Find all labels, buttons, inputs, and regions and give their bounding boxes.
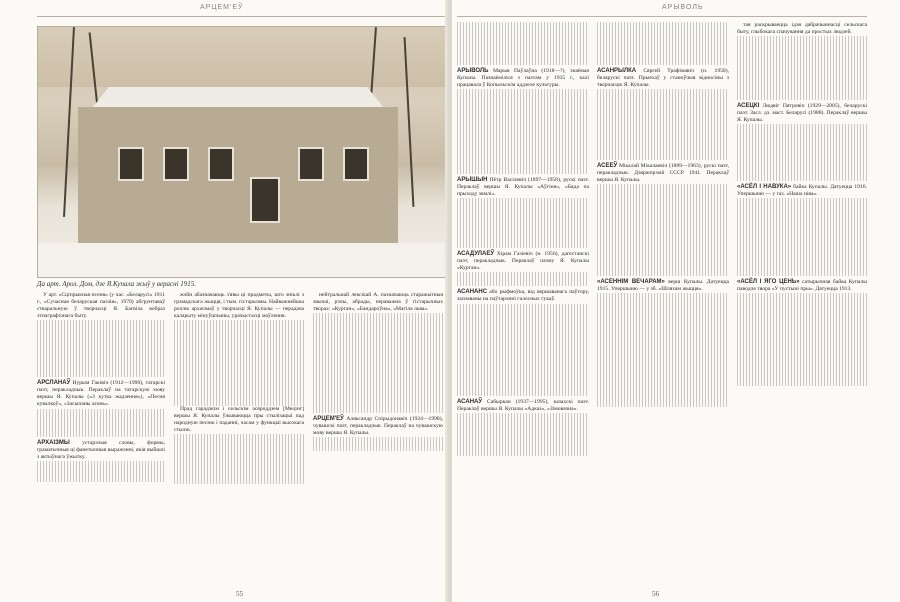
text-line — [457, 339, 589, 346]
headword: АРЫШЫН — [457, 176, 488, 183]
text-line — [737, 93, 867, 100]
text-line — [737, 50, 867, 57]
text-line — [457, 304, 589, 311]
house — [78, 107, 398, 257]
text-line — [597, 386, 729, 393]
headword: «АСЁЛ І ЯГО ЦЕНЬ» — [737, 279, 800, 286]
headword: АСАДУЛАЕЎ — [457, 250, 495, 257]
text-line — [313, 370, 443, 377]
text-line — [737, 124, 867, 131]
text-line — [37, 416, 165, 423]
text-line — [597, 315, 729, 322]
text-line — [597, 227, 729, 234]
text-column-2 — [597, 22, 729, 586]
entry — [457, 251, 589, 272]
text-line — [457, 205, 589, 212]
window — [163, 147, 189, 181]
text-line — [313, 384, 443, 391]
paragraph: Прад гарадзкім і сельскім асяроддзем [Мецінг] вершы Я. Купалы ўжываюцца пры стылізацыі пад народную песню і паданні, часам у функцыі высокага стылю. — [174, 405, 304, 433]
text-line — [174, 469, 304, 476]
text-line — [737, 220, 867, 227]
entry — [457, 399, 589, 413]
text-line — [457, 227, 589, 234]
text-line — [174, 398, 304, 405]
running-head-right: АРЫВОЛЬ — [662, 4, 704, 11]
text-line — [313, 437, 443, 444]
entry-text: Сяргей Трафімавіч (н. 1958), беларускі паэт. Прыехаў у станоўчыя відносіны з творчасцю Я. Купалы. — [597, 67, 729, 88]
text-line — [37, 356, 165, 363]
text-line — [597, 357, 729, 364]
text-line — [457, 29, 589, 36]
text-line — [457, 318, 589, 325]
text-line — [597, 262, 729, 269]
text-line — [737, 198, 867, 205]
text-line — [37, 327, 165, 334]
text-line — [737, 146, 867, 153]
text-line — [737, 153, 867, 160]
text-line — [37, 430, 165, 437]
text-line — [737, 343, 867, 350]
entry-text: устарэлыя словы, формы, граматычныя ці фанетычныя выражэнні, якія выйшлі з актыўнага ўжытку. — [37, 439, 165, 461]
text-line — [457, 167, 589, 174]
text-line — [597, 36, 729, 43]
text-line — [597, 293, 729, 300]
text-line — [457, 160, 589, 167]
text-line — [597, 50, 729, 57]
headword: АСАНРЫЛКА — [597, 67, 637, 74]
entry — [597, 279, 729, 293]
headword: «АСЕННІМ ВЕЧАРАМ» — [597, 279, 665, 286]
headword: АРЦЕМ'ЕЎ — [313, 415, 344, 422]
text-column-1 — [37, 292, 165, 586]
text-line — [457, 346, 589, 353]
text-line — [457, 50, 589, 57]
text-line — [37, 320, 165, 327]
text-line — [737, 65, 867, 72]
text-line — [737, 248, 867, 255]
text-line — [174, 363, 304, 370]
text-line — [737, 379, 867, 386]
text-line — [457, 124, 589, 131]
entry-text: сатырычная байка Купалы паводле твора «У пустыні пры». Датуецца 1913. — [737, 279, 867, 293]
text-line — [313, 444, 443, 451]
text-line — [737, 262, 867, 269]
text-line — [597, 336, 729, 343]
text-line — [737, 36, 867, 43]
text-line — [597, 124, 729, 131]
headword: АРХАІЗМЫ — [37, 439, 70, 446]
text-line — [457, 57, 589, 64]
text-line — [457, 198, 589, 205]
text-line — [737, 139, 867, 146]
text-line — [737, 205, 867, 212]
headword: АСЕЦКІ — [737, 103, 760, 110]
text-line — [457, 43, 589, 50]
text-line — [737, 322, 867, 329]
text-line — [457, 234, 589, 241]
text-line — [597, 364, 729, 371]
text-line — [457, 382, 589, 389]
text-line — [37, 363, 165, 370]
text-line — [457, 22, 589, 29]
text-line — [597, 372, 729, 379]
text-line — [457, 131, 589, 138]
text-line — [457, 117, 589, 124]
text-line — [597, 43, 729, 50]
text-line — [313, 342, 443, 349]
text-line — [37, 409, 165, 416]
text-line — [457, 103, 589, 110]
headword: АРЫВОЛЬ — [457, 67, 489, 74]
text-line — [737, 43, 867, 50]
text-line — [737, 57, 867, 64]
text-line — [597, 22, 729, 29]
text-line — [457, 220, 589, 227]
snow — [38, 243, 446, 277]
text-line — [174, 384, 304, 391]
entry — [37, 380, 165, 408]
text-line — [597, 139, 729, 146]
entry — [313, 416, 443, 437]
text-line — [457, 332, 589, 339]
running-head-left: АРЦЕМ'ЕЎ — [200, 4, 244, 11]
text-line — [313, 313, 443, 320]
text-line — [737, 329, 867, 336]
text-line — [597, 131, 729, 138]
text-line — [737, 293, 867, 300]
text-line — [313, 335, 443, 342]
door — [250, 177, 280, 223]
entry-text: байка Купалы. Датуецца 1916. Упершыню — у газ. «Наша ніва». — [737, 184, 867, 198]
text-line — [37, 335, 165, 342]
text-line — [174, 342, 304, 349]
text-line — [174, 441, 304, 448]
text-line — [174, 391, 304, 398]
text-line — [737, 131, 867, 138]
text-line — [457, 139, 589, 146]
text-line — [457, 353, 589, 360]
text-line — [737, 79, 867, 86]
text-line — [37, 349, 165, 356]
headword: АСЕЕЎ — [597, 162, 618, 169]
page-number: 55 — [236, 590, 243, 598]
text-line — [737, 212, 867, 219]
text-line — [597, 198, 729, 205]
text-line — [457, 279, 589, 286]
text-line — [174, 448, 304, 455]
text-line — [457, 360, 589, 367]
text-line — [457, 89, 589, 96]
text-line — [737, 241, 867, 248]
text-line — [737, 255, 867, 262]
text-line — [174, 462, 304, 469]
text-line — [597, 89, 729, 96]
text-line — [737, 308, 867, 315]
text-line — [313, 320, 443, 327]
text-line — [457, 110, 589, 117]
right-page — [452, 0, 900, 602]
text-line — [737, 72, 867, 79]
entry-text: Нурым Гаківіч (1912—1990), татарскі паэт, перакладчык. Пераклаў на татарскую мову вершы Я. Купалы («З кутка жадзення»), «Песня кувалкоў», «Засыпаны агонь». — [37, 380, 165, 408]
text-line — [457, 272, 589, 279]
text-line — [737, 372, 867, 379]
text-line — [457, 212, 589, 219]
text-line — [597, 329, 729, 336]
text-line — [313, 377, 443, 384]
entry — [457, 289, 589, 303]
rule — [37, 16, 445, 17]
text-line — [737, 357, 867, 364]
text-line — [457, 441, 589, 448]
text-line — [597, 117, 729, 124]
entry-text: Пётр Васілевіч (1897—1958), рускі паэт. Пераклаў вершы Я. Купалы «Аўгіня», «Бяда па прыходу зямлі». — [457, 176, 589, 198]
paragraph: жэйн абазначаюць з'явы ці прадметы, што зніклі з грамадскага жыцця, і тым. гістарызмы. Найважнейшы роллю архаізмаў у творчасці Я. Купалы — перадача каларыту мінуўшчыны, урачыстасці маўлення. — [174, 292, 304, 320]
text-line — [457, 448, 589, 455]
text-line — [597, 153, 729, 160]
photo — [37, 26, 447, 278]
text-line — [737, 234, 867, 241]
text-line — [597, 241, 729, 248]
text-line — [597, 393, 729, 400]
entry-text: Аляксандр Спірыдонавіч (1924—1998), чувашскі паэт, перакладчык. Пераклаў на чувашскую мову вершы Я. Купалы. — [313, 415, 443, 436]
text-line — [174, 377, 304, 384]
text-line — [597, 301, 729, 308]
text-line — [174, 476, 304, 483]
text-line — [737, 86, 867, 93]
text-line — [174, 335, 304, 342]
text-line — [37, 468, 165, 475]
text-line — [597, 234, 729, 241]
text-line — [457, 389, 589, 396]
text-line — [597, 343, 729, 350]
text-line — [597, 350, 729, 357]
entry-text: Сабыркан (1937—1995), казахскі паэт. Пераклаў вершы Я. Купалы «Адказ», «Зімовачна». — [457, 398, 589, 412]
photo-sky — [38, 27, 446, 87]
entry — [737, 103, 867, 124]
text-line — [457, 420, 589, 427]
text-line — [737, 315, 867, 322]
text-line — [457, 367, 589, 374]
window — [118, 147, 144, 181]
entry — [457, 177, 589, 198]
text-line — [597, 322, 729, 329]
page-number: 56 — [652, 590, 659, 598]
text-line — [457, 427, 589, 434]
text-line — [597, 146, 729, 153]
text-line — [457, 146, 589, 153]
text-line — [174, 434, 304, 441]
text-line — [313, 398, 443, 405]
text-line — [597, 103, 729, 110]
entry-text: Хірам Газіевіч (н. 1956), дагестанскі паэт, перакладчык. Пераклаў паэму Я. Купалы «Курган». — [457, 250, 589, 272]
text-column-1 — [457, 22, 589, 586]
text-line — [37, 370, 165, 377]
entry — [457, 68, 589, 89]
text-column-3 — [313, 292, 443, 586]
window — [343, 147, 369, 181]
entry — [597, 68, 729, 89]
entry — [597, 163, 729, 184]
entry — [737, 279, 867, 293]
text-line — [457, 96, 589, 103]
text-line — [737, 167, 867, 174]
text-line — [457, 375, 589, 382]
text-line — [597, 29, 729, 36]
text-line — [597, 248, 729, 255]
text-line — [737, 364, 867, 371]
text-line — [174, 356, 304, 363]
text-line — [37, 475, 165, 482]
photo-caption: Да арт. Арол. Дом, дзе Я.Купала жыў у верасні 1915. — [37, 280, 197, 288]
entry-text: Мікалай Мікалаевіч (1889—1963), рускі паэт, перакладчык. Дзяржпрэміі СССР 1941. Пераклаў вершы Я. Купалы. — [597, 162, 729, 183]
text-line — [313, 356, 443, 363]
entry-text: Людвіг Пятровіч (1929—2005), беларускі паэт. Засл. дз. маст. Беларусі (1988). Пераклаў вершы Я. Купалы. — [737, 103, 867, 124]
left-page — [0, 0, 448, 602]
headword: АСАНАЎ — [457, 398, 483, 405]
entry-text: верш Купалы. Датуецца 1915. Упершыню — у зб. «Шляхам жыцця». — [597, 279, 729, 293]
paragraph: тая раскрываецца ідэя дабрачыннасці сельскага быту, глыбокага спачування да простых людзей. — [737, 22, 867, 36]
text-line — [174, 320, 304, 327]
text-line — [313, 327, 443, 334]
text-line — [457, 241, 589, 248]
text-line — [37, 342, 165, 349]
headword: «АСЁЛ І НАВУКА» — [737, 184, 792, 191]
text-line — [737, 174, 867, 181]
text-line — [737, 350, 867, 357]
text-line — [597, 220, 729, 227]
text-line — [597, 205, 729, 212]
headword: АСАНАНС — [457, 289, 488, 296]
text-line — [313, 349, 443, 356]
text-line — [37, 461, 165, 468]
text-line — [457, 153, 589, 160]
text-line — [737, 227, 867, 234]
text-line — [313, 406, 443, 413]
entry-text: Марыя Паўлаўна (1918—?), знаёмая Купалы. Пазнаёміліся з паэтам у 1935 г., калі працавала ў Копыльскім аддзеле культуры. — [457, 67, 589, 88]
window — [298, 147, 324, 181]
text-line — [597, 212, 729, 219]
entry — [37, 440, 165, 461]
text-line — [457, 434, 589, 441]
text-line — [737, 269, 867, 276]
rule — [457, 16, 867, 17]
text-line — [597, 57, 729, 64]
text-line — [174, 370, 304, 377]
paragraph: нейтральнай лексікай А. пазначаюць старажытныя звычаі, рэчы, абрады, пераважна ў гістарычных творах: «Курган», «Бандароўна», «Магіла льва». — [313, 292, 443, 313]
text-line — [597, 379, 729, 386]
text-line — [37, 423, 165, 430]
text-line — [597, 191, 729, 198]
text-line — [597, 308, 729, 315]
text-line — [174, 349, 304, 356]
text-line — [313, 363, 443, 370]
text-line — [597, 400, 729, 407]
text-line — [597, 96, 729, 103]
text-line — [457, 413, 589, 420]
headword: АРСЛАНАЎ — [37, 380, 71, 387]
text-column-2 — [174, 292, 304, 586]
text-line — [597, 110, 729, 117]
entry — [737, 184, 867, 198]
text-line — [174, 455, 304, 462]
text-column-3 — [737, 22, 867, 586]
text-line — [313, 391, 443, 398]
text-line — [597, 255, 729, 262]
text-line — [597, 269, 729, 276]
text-line — [457, 36, 589, 43]
text-line — [457, 325, 589, 332]
text-line — [597, 184, 729, 191]
paragraph: У арт. «Сціпрыкная псеня» (у час. «Беларусі» 1911 г., «Сучасная беларуская паэзія», 1970) абгрунтаваў стваральную ў творчасці Я. Багвіла вобраз этнаграфічнага быту. — [37, 292, 165, 320]
window — [208, 147, 234, 181]
text-line — [174, 327, 304, 334]
text-line — [737, 301, 867, 308]
text-line — [737, 336, 867, 343]
text-line — [457, 311, 589, 318]
text-line — [737, 160, 867, 167]
entry-text: або рыфмоўка, від вершаванага паўтору, заснаваны на паўтарэнні галосных гукаў. — [457, 289, 589, 303]
